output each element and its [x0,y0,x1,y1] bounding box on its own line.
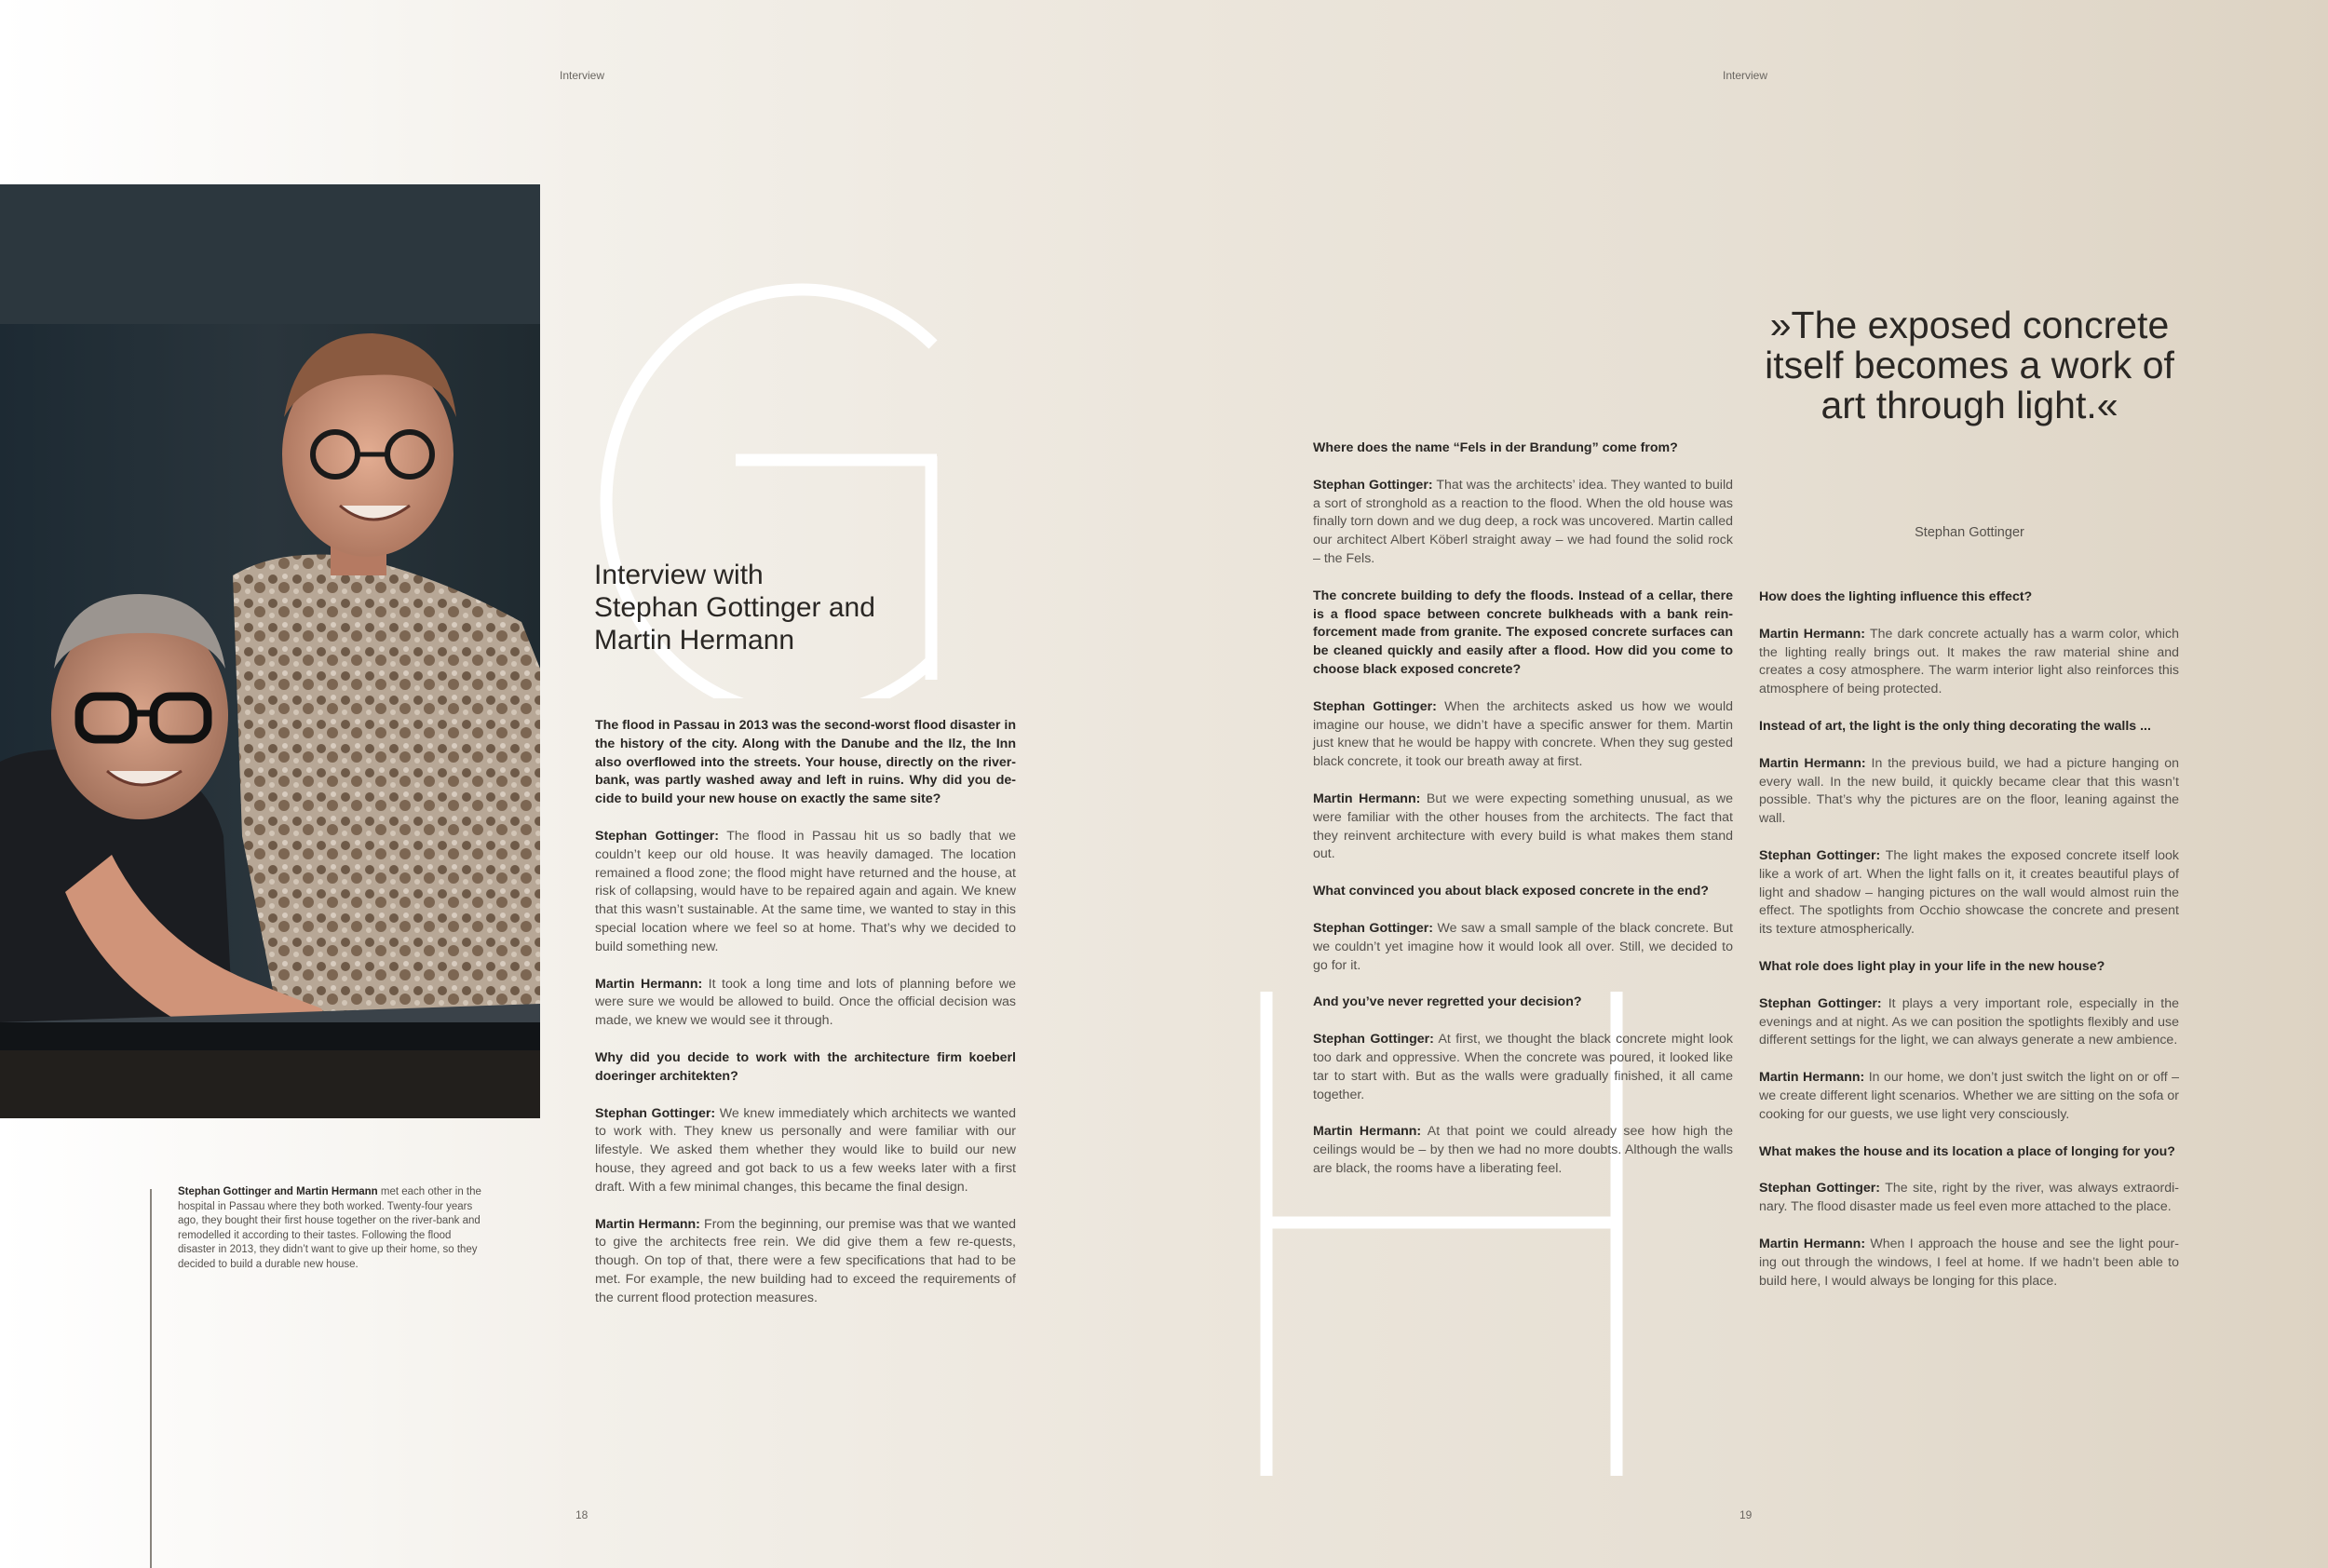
title-line-2: Stephan Gottinger and [594,592,875,623]
answer-text: We knew immediately which architects we wanted to work with. They knew us personally and were familiar with our lifestyle. We asked them whether they would like to build our new house, they agreed and got back to us a few weeks later with a first draft. With a few minimal changes, this became the final design. [595,1105,1016,1195]
question: Why did you decide to work with the architecture firm koeberl doeringer architekten? [595,1049,1016,1084]
answer-text: When I approach the house and see the light pour-ing out through the windows, I feel at home. If we hadn’t been able to build here, I would always be longing for this place. [1759,1236,2179,1289]
answer-text: That was the architects’ idea. They wanted to build a sort of stronghold as a reaction to the flood. When the old house was finally torn down and we dug deep, a rock was uncovered. Martin called our architect Albert Köberl straight away – we had found the solid rock – the Fels. [1313,477,1733,566]
answer-text: When the architects asked us how we would imagine our house, we didn’t have a specific answer for them. Martin just knew that he would be happy with concrete. When they sug gested black concrete, it took our breath away at first. [1313,698,1733,770]
speaker-label: Stephan Gottinger: [1313,920,1433,936]
answer-paragraph [1313,920,1733,975]
question: Instead of art, the light is the only thing decorating the walls ... [1759,718,2151,734]
answer-paragraph [1759,1069,2179,1124]
answer-text: The light makes the exposed concrete itself look like a work of art. When the light falls on it, it creates beautiful plays of light and shadow – hanging pictures on the wall would almost ruin the effect. The spotlights from Occhio showcase the concrete and present its texture atmospherically. [1759,847,2179,938]
question: The concrete building to defy the floods. Instead of a cellar, there is a flood space between concrete bulkheads with a bank rein-forcement made from granite. The exposed concrete surfaces can be cleaned quickly and easily after a flood. How did you come to choose black exposed concrete? [1313,588,1733,677]
portrait-illustration [0,184,540,1118]
answer-text: From the beginning, our premise was that we wanted to give the architects free rein. We did give them a few re-quests, though. On top of that, there were a few specifications that had to be met. For example, the new building had to exceed the requirements of the current flood protection measures. [595,1216,1016,1305]
answer-text: At that point we could already see how high the ceilings would be – by then we had no more doubts. Although the walls are black, the rooms have a liberating feel. [1313,1124,1734,1176]
speaker-label: Stephan Gottinger: [1313,477,1433,493]
text-column-3 [1759,588,2179,1309]
page-number-right: 19 [1739,1508,1753,1521]
answer-paragraph [1313,477,1733,569]
caption-rule [150,1189,152,1568]
speaker-label: Stephan Gottinger: [595,1105,716,1121]
answer-paragraph [1759,847,2179,939]
title-line-1: Interview with [594,560,764,590]
answer-paragraph [1313,698,1733,772]
question: How does the lighting influence this effect? [1759,589,2033,604]
speaker-label: Stephan Gottinger: [1759,995,1882,1011]
running-head-left: Interview [560,69,605,82]
speaker-label: Martin Hermann: [595,976,703,992]
pull-quote-author: Stephan Gottinger [1915,525,2024,540]
speaker-label: Stephan Gottinger: [1313,1032,1434,1048]
answer-paragraph [595,828,1016,957]
answer-paragraph [1313,791,1733,864]
answer-text: In the previous build, we had a picture hanging on every wall. In the new build, it quickly became clear that this wasn’t possible. That’s why the pictures are on the floor, leaning against the wall. [1759,755,2179,827]
speaker-label: Martin Hermann: [1759,626,1866,642]
answer-text: The flood in Passau hit us so badly that we couldn’t keep our old house. It was heavily damaged. The location remained a flood zone; the flood might have returned and the house, at risk of collapsing, would have to be repaired again and again. We knew that this wasn’t sustainable. At the same time, we wanted to stay in this special location where we feel so at home. That’s why we decided to build something new. [595,828,1016,954]
question: And you’ve never regretted your decision? [1313,994,1582,1010]
answer-text: It took a long time and lots of planning before we were sure we would be allowed to build. Once the official decision was made, we knew we would see it through. [595,976,1016,1029]
running-head-right: Interview [1723,69,1768,82]
intro-question: The flood in Passau in 2013 was the second-worst flood disaster in the history of the city. Along with the Danube and the Ilz, the Inn also overflowed into the streets. Your house, directly on the river-bank, was partly washed away and left in ruins. Why did you de-cide to build your new house on exactly the same site? [595,718,1016,807]
text-column-2 [1313,439,1733,1197]
answer-text: The site, right by the river, was always extraordi-nary. The flood disaster made us feel even more attached to the place. [1759,1181,2179,1215]
answer-paragraph [595,976,1016,1031]
answer-paragraph [1759,626,2179,699]
speaker-label: Stephan Gottinger: [1759,1181,1880,1196]
answer-paragraph [1759,1236,2179,1291]
answer-text: At first, we thought the black concrete might look too dark and oppressive. When the concrete was poured, it looked like tar to start with. But as the walls were gradually finished, it all came together. [1313,1032,1733,1102]
pull-quote: »The exposed concrete itself becomes a work of art through light.« [1765,304,2174,426]
speaker-label: Martin Hermann: [1759,755,1866,771]
article-title [594,559,985,656]
speaker-label: Martin Hermann: [1313,1124,1422,1140]
speaker-label: Stephan Gottinger: [1313,698,1437,714]
answer-text: It plays a very important role, especially in the evenings and at night. As we can position the spotlights flexibly and use different settings for the light, we can always generate a new ambience. [1759,995,2179,1048]
page-number-left: 18 [575,1508,589,1521]
answer-paragraph [1759,755,2179,829]
portrait-photo [0,184,540,1118]
speaker-label: Martin Hermann: [1759,1070,1865,1086]
speaker-label: Martin Hermann: [1759,1236,1866,1251]
photo-caption [178,1185,485,1272]
answer-paragraph [1759,1180,2179,1217]
answer-text: The dark concrete actually has a warm color, which the lighting really brings out. It makes the raw material shine and creates a cosy atmosphere. The warm interior light also reinforces this atmosphere of being protected. [1759,626,2179,697]
answer-paragraph [1313,1031,1733,1104]
question: What convinced you about black exposed concrete in the end? [1313,884,1709,899]
answer-paragraph [1759,995,2179,1050]
answer-text: In our home, we don’t just switch the light on or off – we create different light scenarios. Whether we are sitting on the sofa or cooking for our guests, we use light very consciously. [1759,1070,2179,1122]
speaker-label: Martin Hermann: [1313,791,1421,806]
caption-text: met each other in the hospital in Passau where they both worked. Twenty-four years ago, they bought their first house together on the river-bank and remodelled it according to their tastes. Following the flood disaster in 2013, they didn’t want to give up their home, so they decided to build a durable new house. [178,1186,481,1270]
speaker-label: Stephan Gottinger: [1759,847,1881,863]
question: What role does light play in your life in the new house? [1759,958,2105,974]
speaker-label: Stephan Gottinger: [595,828,720,844]
answer-paragraph [1313,1123,1733,1178]
answer-text: But we were expecting something unusual, as we were familiar with the other houses from the architects. The fact that they reinvent architecture with every build is what makes them stand out. [1313,791,1733,862]
answer-paragraph [595,1216,1016,1308]
text-column-1 [595,717,1016,1327]
question: What makes the house and its location a place of longing for you? [1759,1143,2175,1159]
caption-names: Stephan Gottinger and Martin Hermann [178,1186,378,1197]
title-line-3: Martin Hermann [594,625,795,656]
answer-text: We saw a small sample of the black concrete. But we couldn’t yet imagine how it would look all over. Still, we decided to go for it. [1313,920,1733,973]
speaker-label: Martin Hermann: [595,1216,700,1232]
answer-paragraph [595,1105,1016,1197]
question: Where does the name “Fels in der Brandung” come from? [1313,440,1678,455]
